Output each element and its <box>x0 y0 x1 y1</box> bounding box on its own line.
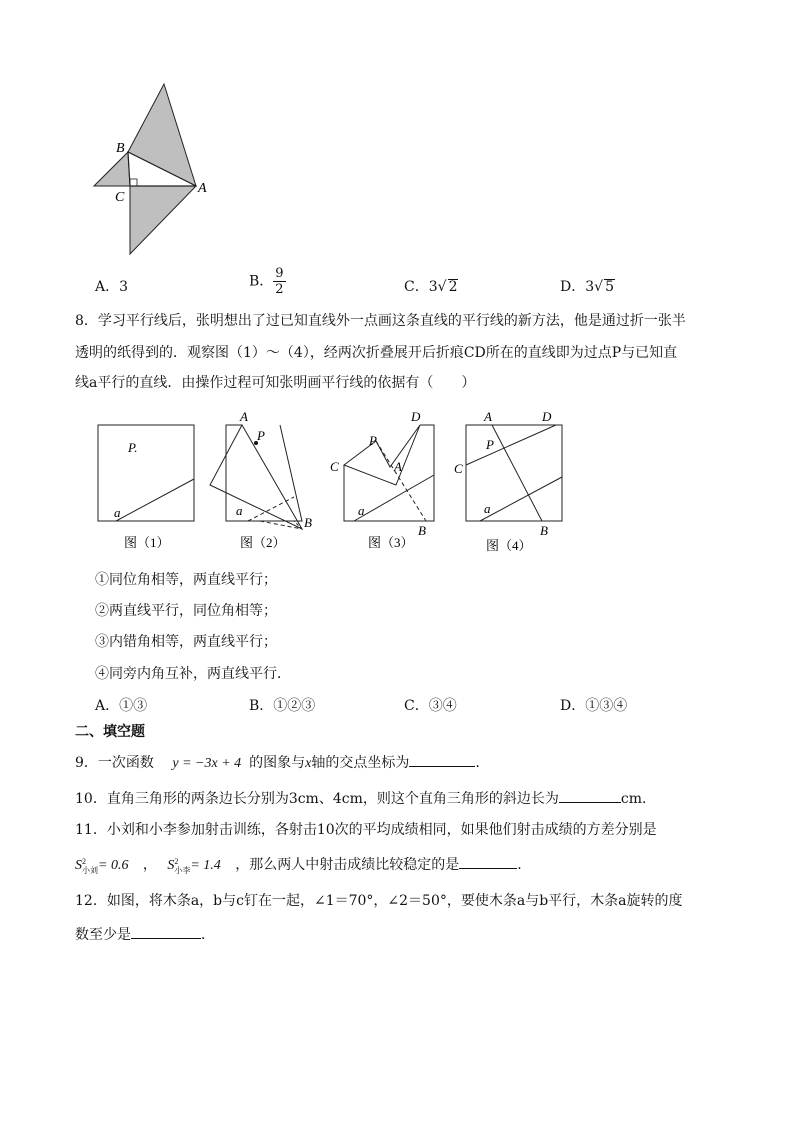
label-b: B <box>540 523 548 538</box>
label-p: P <box>257 428 265 443</box>
label-b: B <box>304 515 312 530</box>
q7-option-c[interactable] <box>404 276 458 296</box>
q8-option-d[interactable] <box>560 695 627 715</box>
q8-option-a[interactable] <box>95 695 147 715</box>
sup-sub <box>82 857 98 875</box>
crease-ab <box>492 425 542 521</box>
value-li: = 1.4 <box>190 858 221 873</box>
caption-fig-1: 图（1） <box>124 535 170 550</box>
q12-end: ． <box>201 927 215 943</box>
q8-option-c-text: C．③④ <box>404 698 457 714</box>
superscript: 2 <box>82 856 86 866</box>
label-a: A <box>198 181 207 196</box>
crease-cd <box>466 425 556 465</box>
q7-option-b-label: B． <box>249 273 274 290</box>
q9-answer-blank[interactable] <box>409 752 475 767</box>
caption-fig-2: 图（2） <box>240 535 286 550</box>
paper-square <box>466 425 562 521</box>
fold-dashed <box>260 521 302 529</box>
q12-line-2-text: 数至少是 <box>75 927 131 943</box>
q8-option-d-text: D．①③④ <box>560 698 628 714</box>
line-a <box>116 479 194 521</box>
separator: ， <box>142 857 157 873</box>
lower-triangle <box>130 186 196 254</box>
label-c: C <box>454 461 463 476</box>
line-a <box>480 477 562 521</box>
q7-option-b[interactable] <box>249 266 286 297</box>
q8-line-1: 8．学习平行线后，张明想出了过已知直线外一点画这条直线的平行线的新方法，他是通过折一张半 <box>75 313 686 329</box>
label-b: B <box>418 523 426 538</box>
q11-line-2 <box>75 854 522 876</box>
fraction <box>273 266 285 297</box>
line-a <box>248 497 294 521</box>
q9-formula: y = −3x + 4 <box>172 756 242 771</box>
q10-text: 10．直角三角形的两条边长分别为3cm、4cm，则这个直角三角形的斜边长为 <box>75 791 559 807</box>
q8-figures <box>90 405 580 557</box>
label-a-point: A <box>240 409 248 424</box>
q8-line-3: 线a平行的直线．由操作过程可知张明画平行线的依据有（ ） <box>75 375 476 391</box>
label-a-point: A <box>484 409 492 424</box>
label-p: P <box>486 437 494 452</box>
subscript: 小李 <box>174 865 191 875</box>
fig-4 <box>454 409 562 553</box>
left-triangle <box>94 152 130 186</box>
sqrt-sign: √ <box>594 279 604 295</box>
q10-answer-blank[interactable] <box>559 788 621 803</box>
sqrt-sign: √ <box>437 279 447 295</box>
label-c: C <box>330 459 339 474</box>
q8-statement-1: ①同位角相等，两直线平行； <box>95 572 277 588</box>
q11-end: . <box>517 857 522 873</box>
coefficient: 3 <box>585 279 595 295</box>
label-d: D <box>542 409 552 424</box>
q9-middle: 的图象与 <box>249 755 306 771</box>
q9-x: x <box>305 756 312 771</box>
radicand: 2 <box>448 279 458 295</box>
label-p: P. <box>128 440 138 455</box>
q8-statement-2: ②两直线平行，同位角相等； <box>95 603 277 619</box>
folded-flap <box>210 425 302 529</box>
q11-answer-blank[interactable] <box>459 854 517 869</box>
label-p: P <box>369 433 377 448</box>
q12-line-2 <box>75 924 215 945</box>
denominator: 2 <box>275 282 284 297</box>
q10 <box>75 788 646 809</box>
fig-1 <box>98 425 194 550</box>
fig-3 <box>330 409 434 550</box>
q7-option-a-text: A．3 <box>95 279 129 295</box>
s-symbol: S <box>167 858 175 873</box>
fold-dashed <box>376 441 426 521</box>
folded-flap <box>344 425 420 485</box>
q7-figure <box>88 78 218 258</box>
value-liu: = 0.6 <box>98 858 129 873</box>
q7-option-c-label: C． <box>404 279 429 295</box>
caption-fig-3: 图（3） <box>368 535 414 550</box>
q8-option-b[interactable] <box>249 695 315 715</box>
q8-option-b-text: B．①②③ <box>249 698 316 714</box>
q8-option-a-text: A．①③ <box>95 698 148 714</box>
variance-li <box>167 858 220 873</box>
q8-option-c[interactable] <box>404 695 457 715</box>
q10-end: cm. <box>620 791 647 807</box>
label-a: a <box>484 501 491 516</box>
q7-option-d[interactable] <box>560 276 615 296</box>
q11-tail: ，那么两人中射击成绩比较稳定的是 <box>235 857 460 873</box>
label-c: C <box>115 190 125 205</box>
q9-end: . <box>475 755 480 771</box>
label-a: a <box>236 503 243 518</box>
s-symbol: S <box>75 858 82 873</box>
fig-2 <box>210 409 312 550</box>
label-a-point: A <box>394 459 402 474</box>
label-b: B <box>116 141 125 156</box>
q12-answer-blank[interactable] <box>131 924 201 939</box>
sup-sub <box>174 857 190 875</box>
paper-square <box>98 425 194 521</box>
label-d: D <box>411 409 421 424</box>
label-a: a <box>358 503 365 518</box>
q8-statement-4: ④同旁内角互补，两直线平行． <box>95 666 291 682</box>
q7-option-a[interactable] <box>95 276 128 296</box>
superscript: 2 <box>174 856 179 866</box>
q9-suffix: 轴的交点坐标为 <box>311 755 410 771</box>
q11-line-1: 11．小刘和小李参加射击训练，各射击10次的平均成绩相同，如果他们射击成绩的方差分别是 <box>75 822 657 838</box>
radicand: 5 <box>605 279 614 295</box>
variance-liu <box>75 858 128 873</box>
coefficient: 3 <box>428 279 438 295</box>
label-a: a <box>114 505 121 520</box>
q7-option-d-label: D． <box>560 279 586 295</box>
q9 <box>75 752 480 774</box>
q8-line-2: 透明的纸得到的．观察图（1）～（4），经两次折叠展开后折痕CD所在的直线即为过点P与已知直 <box>75 345 678 361</box>
caption-fig-4: 图（4） <box>486 538 532 553</box>
subscript: 小刘 <box>82 865 98 875</box>
q12-line-1: 12．如图，将木条a，b与c钉在一起，∠1＝70°，∠2＝50°，要使木条a与b平行，木条a旋转的度 <box>75 893 683 909</box>
numerator: 9 <box>275 266 284 281</box>
q9-prefix: 9．一次函数 <box>75 755 154 771</box>
q8-statement-3: ③内错角相等，两直线平行； <box>95 634 277 650</box>
section-title: 二、填空题 <box>75 724 145 740</box>
